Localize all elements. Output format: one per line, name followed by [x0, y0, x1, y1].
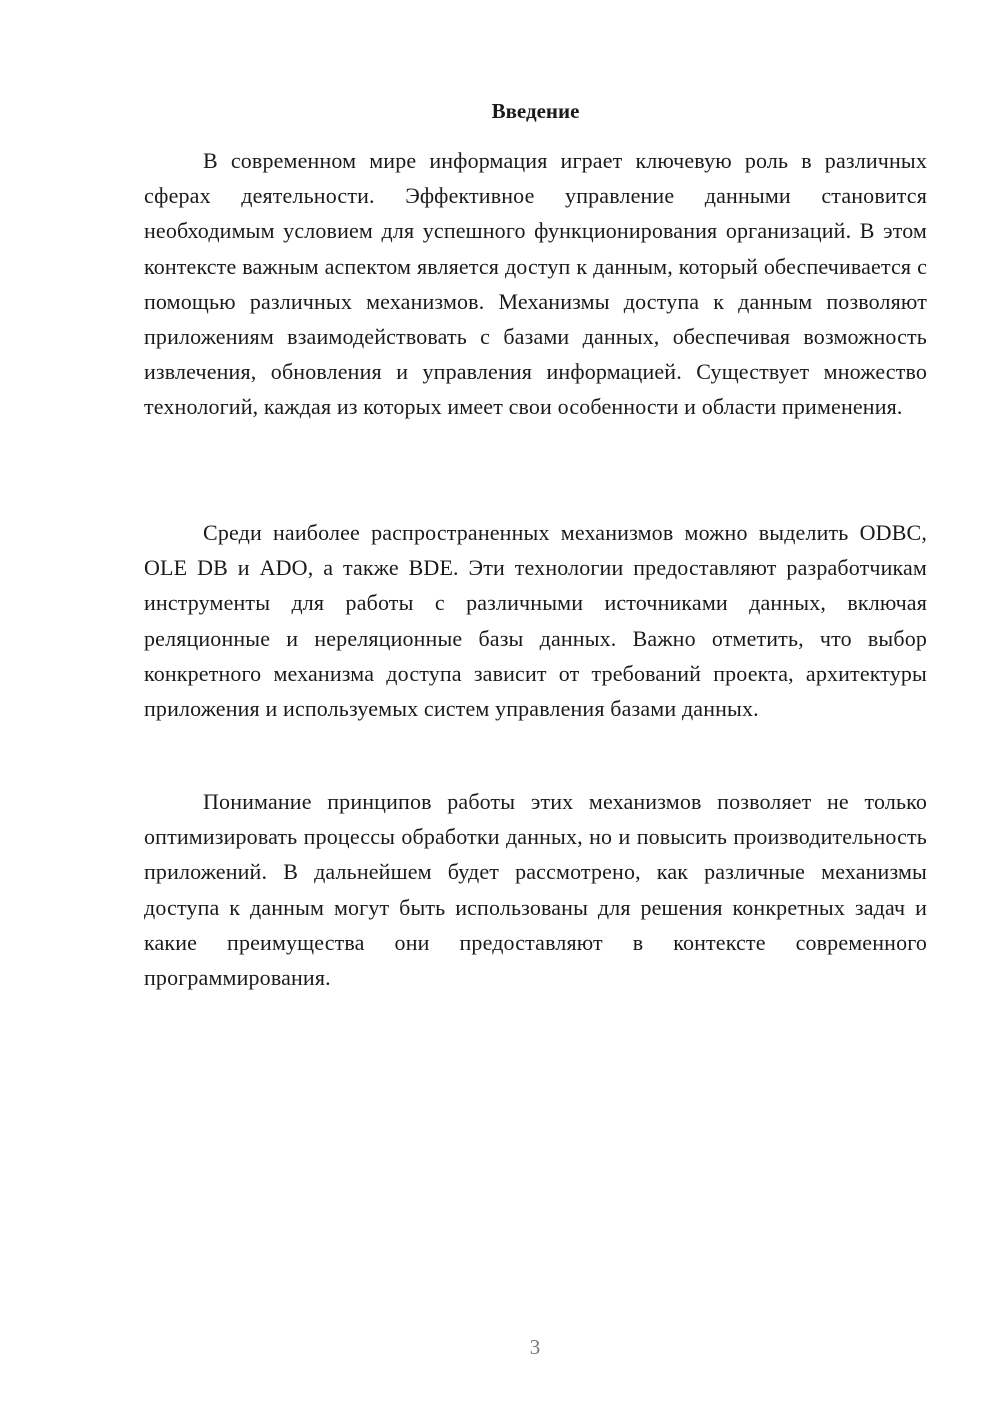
section-heading: Введение — [491, 99, 580, 123]
paragraph-intro: В современном мире информация играет ключевую роль в различных сферах деятельности. Эффективное управление данными становится необходимым условием для успешного функционирования организаций. В этом контексте важным аспектом является доступ к данным, который обеспечивается с помощью различных механизмов. Механизмы доступа к данным позволяют приложениям взаимодействовать с базами данных, обеспечивая возможность извлечения, обновления и управления информацией. Существует множество технологий, каждая из которых имеет свои особенности и области применения. — [144, 148, 927, 420]
page-number: 3 — [529, 1335, 541, 1359]
paragraph-conclusion: Понимание принципов работы этих механизмов позволяет не только оптимизировать процессы обработки данных, но и повысить производительность приложений. В дальнейшем будет рассмотрено, как различные механизмы доступа к данным могут быть использованы для решения конкретных задач и какие преимущества они предоставляют в контексте современного программирования. — [144, 789, 927, 991]
paragraph-technologies: Среди наиболее распространенных механизмов можно выделить ODBC, OLE DB и ADO, а также BDE. Эти технологии предоставляют разработчикам инструменты для работы с различными источниками данных, включая реляционные и нереляционные базы данных. Важно отметить, что выбор конкретного механизма доступа зависит от требований проекта, архитектуры приложения и используемых систем управления базами данных. — [144, 520, 927, 722]
